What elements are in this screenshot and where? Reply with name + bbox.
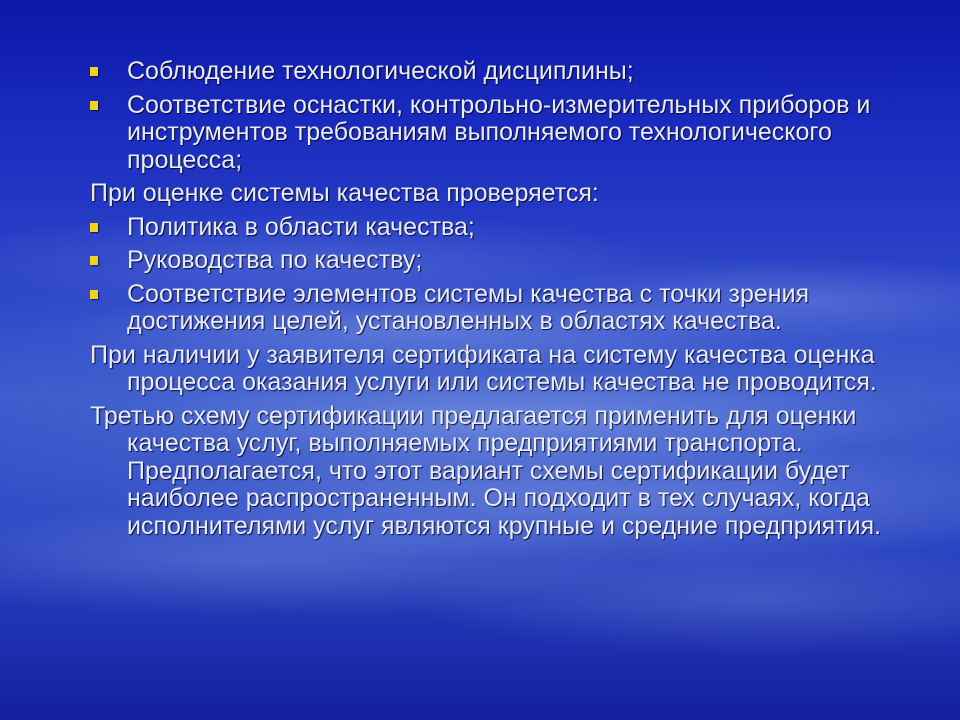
bullet-item-elements-compliance [90, 281, 890, 336]
paragraph-certificate-exemption [90, 342, 890, 397]
bullet-item-technological-discipline [90, 58, 890, 86]
square-bullet-icon [90, 67, 98, 76]
bullet-item-equipment-compliance [90, 92, 890, 175]
slide-content [90, 58, 890, 546]
item-text: Соблюдение технологической дисциплины; [127, 57, 634, 85]
item-text: Третью схему сертификации предлагается применить для оценки качества услуг, выполняемых предприятиями транспорта. Предполагается, что этот вариант схемы сертификации будет наиболее распространенным. Он подходит в тех случаях, когда исполнителями услуг являются крупные и средние предприятия. [90, 401, 882, 540]
paragraph-third-scheme [90, 403, 890, 541]
item-text: Соответствие оснастки, контрольно-измерительных приборов и инструментов требованиям выполняемого технологического процесса; [127, 90, 871, 174]
item-text: Руководства по качеству; [127, 246, 423, 274]
square-bullet-icon [90, 101, 98, 110]
square-bullet-icon [90, 223, 98, 232]
square-bullet-icon [90, 290, 98, 299]
bullet-item-quality-manuals [90, 247, 890, 275]
item-text: При наличии у заявителя сертификата на систему качества оценка процесса оказания услуги или системы качества не проводится. [90, 340, 877, 396]
square-bullet-icon [90, 256, 98, 265]
item-text: При оценке системы качества проверяется: [90, 179, 599, 207]
item-text: Соответствие элементов системы качества с точки зрения достижения целей, установленных в областях качества. [127, 279, 810, 335]
paragraph-quality-system-check [90, 180, 890, 208]
item-text: Политика в области качества; [127, 212, 475, 241]
bullet-item-quality-policy [90, 214, 890, 242]
